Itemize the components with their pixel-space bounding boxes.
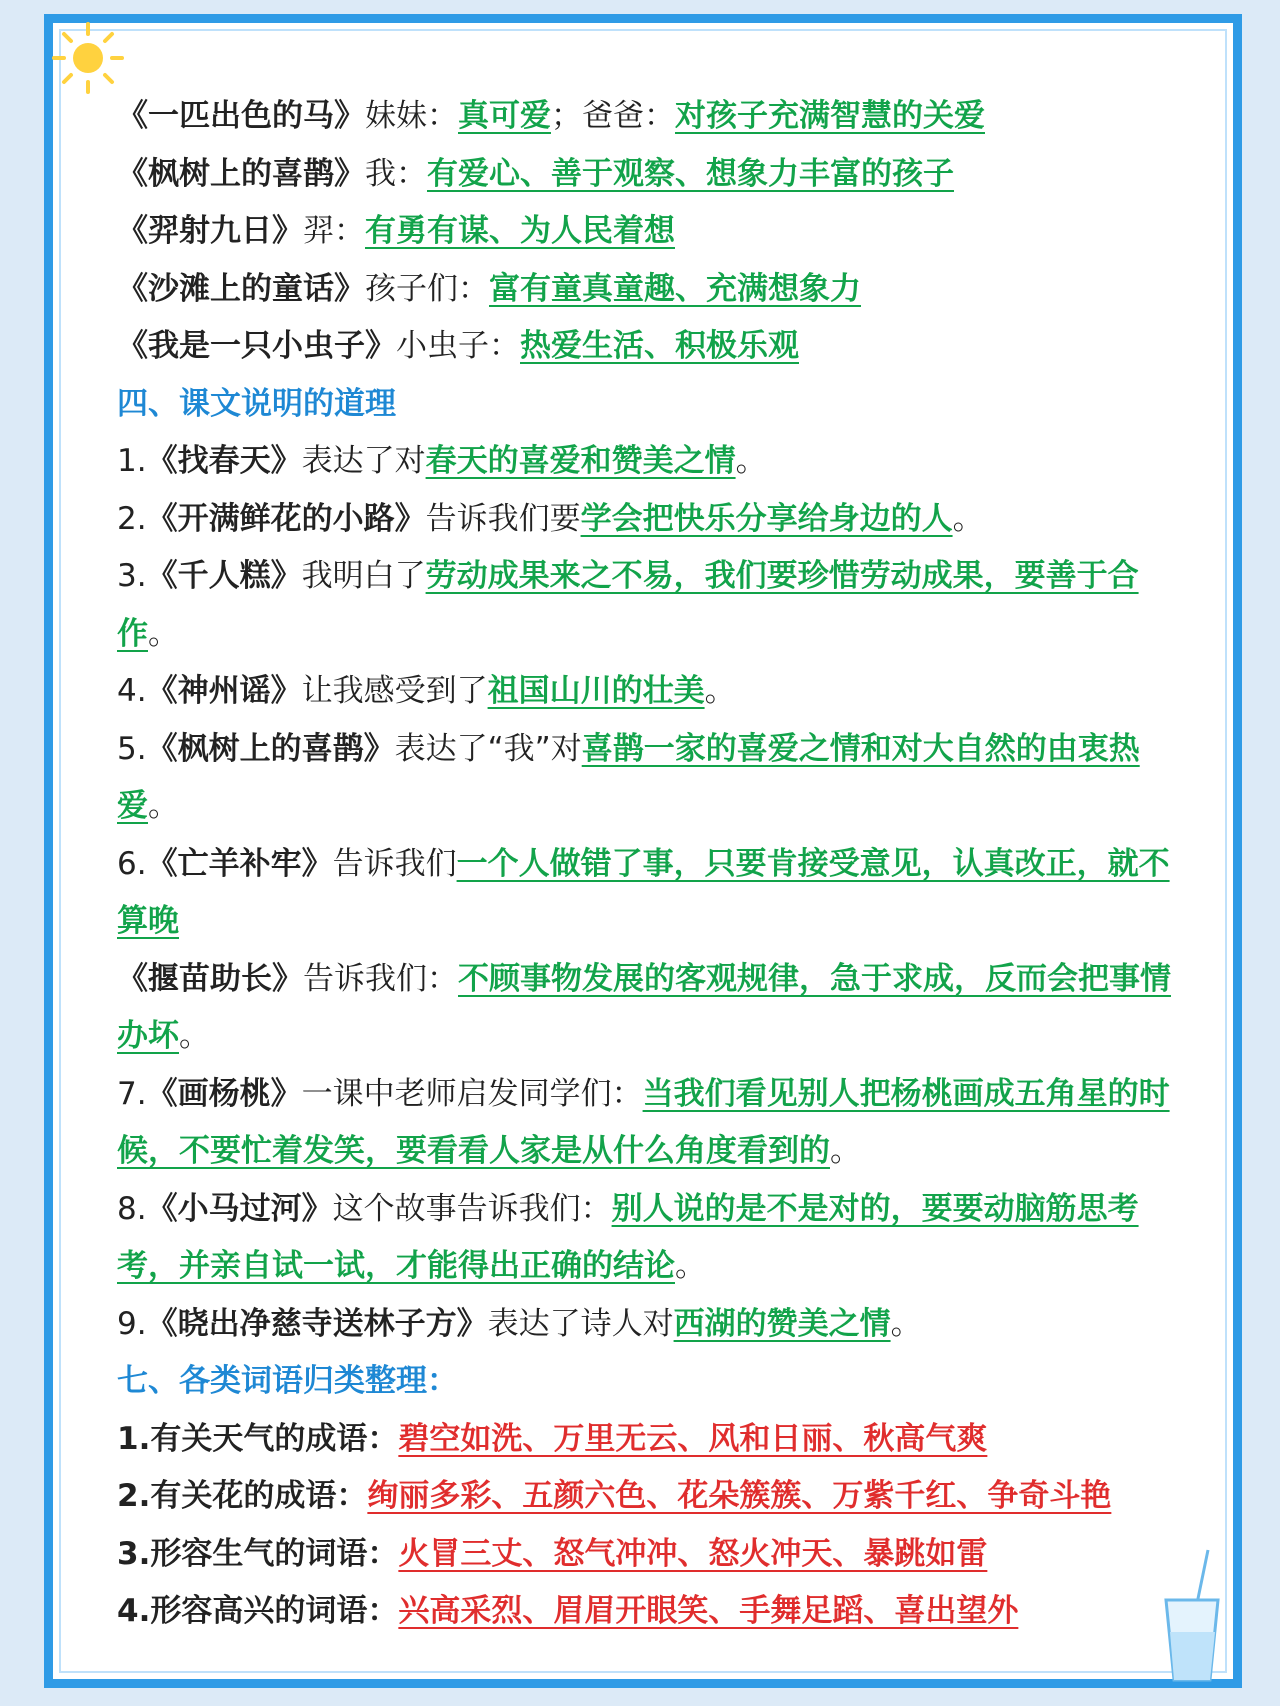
lesson-title: 《沙滩上的童话》: [117, 270, 365, 307]
answer-text: 热爱生活、积极乐观: [520, 328, 799, 364]
answer-text: 对孩子充满智慧的关爱: [675, 98, 985, 134]
answer-text: 富有童真童趣、充满想象力: [489, 270, 861, 307]
lesson-item: 6.《亡羊补牢》告诉我们一个人做错了事，只要肯接受意见，认真改正，就不算晚: [117, 845, 1170, 939]
lesson-title: 《我是一只小虫子》: [117, 328, 396, 364]
group-label: 1.有关天气的成语：: [117, 1420, 399, 1457]
character-line: 《我是一只小虫子》小虫子：热爱生活、积极乐观: [117, 328, 799, 364]
answer-text: 西湖的赞美之情: [673, 1305, 891, 1342]
answer-text: 绚丽多彩、五颜六色、花朵簇簇、万紫千红、争奇斗艳: [367, 1478, 1112, 1514]
lesson-item: 9.《晓出净慈寺送林子方》表达了诗人对西湖的赞美之情。: [117, 1305, 922, 1342]
lesson-item: 2.《开满鲜花的小路》告诉我们要学会把快乐分享给身边的人。: [117, 500, 984, 537]
lesson-item: 7.《画杨桃》一课中老师启发同学们：当我们看见别人把杨桃画成五角星的时候，不要忙着发笑，要看看人家是从什么角度看到的。: [117, 1075, 1170, 1169]
lesson-title: 《枫树上的喜鹊》: [117, 155, 365, 192]
lesson-title: 《小马过河》: [146, 1190, 333, 1227]
lesson-title: 《开满鲜花的小路》: [146, 500, 426, 537]
answer-text: 碧空如洗、万里无云、风和日丽、秋高气爽: [398, 1420, 988, 1457]
group-label: 3.形容生气的词语：: [117, 1535, 399, 1572]
answer-text: 一个人做错了事，只要肯接受意见，认真改正，就不算晚: [117, 845, 1170, 939]
word-group: [117, 1583, 1177, 1641]
answer-text: 喜鹊一家的喜爱之情和对大自然的由衷热爱: [117, 730, 1140, 824]
lesson-item: 3.《千人糕》我明白了劳动成果来之不易，我们要珍惜劳动成果，要善于合作。: [117, 558, 1139, 652]
lesson-title: 《枫树上的喜鹊》: [146, 730, 395, 767]
group-label: 4.形容高兴的词语：: [117, 1593, 399, 1629]
section-heading: 四、课文说明的道理: [117, 385, 396, 422]
answer-text: 劳动成果来之不易，我们要珍惜劳动成果，要善于合作: [117, 558, 1139, 652]
lesson-item: 4.《神州谣》让我感受到了祖国山川的壮美。: [117, 673, 736, 709]
sun-icon: [52, 18, 130, 96]
lesson-title: 《晓出净慈寺送林子方》: [146, 1305, 488, 1342]
answer-text: 有爱心、善于观察、想象力丰富的孩子: [427, 155, 954, 192]
answer-text: 不顾事物发展的客观规律，急于求成，反而会把事情办坏: [117, 960, 1171, 1054]
lesson-title: 《找春天》: [146, 443, 302, 479]
lesson-title: 《神州谣》: [146, 673, 302, 709]
lesson-title: 《羿射九日》: [117, 213, 303, 249]
answer-text: 春天的喜爱和赞美之情: [425, 443, 736, 479]
answer-text: 有勇有谋、为人民着想: [365, 213, 675, 249]
lesson-item: 8.《小马过河》这个故事告诉我们：别人说的是不是对的，要要动脑筋思考考，并亲自试一试，才能得出正确的结论。: [117, 1190, 1139, 1284]
answer-text: 真可爱: [458, 98, 551, 134]
lesson-title: 《亡羊补牢》: [146, 845, 333, 882]
group-label: 2.有关花的成语：: [117, 1478, 368, 1514]
character-line: 《羿射九日》羿：有勇有谋、为人民着想: [117, 213, 675, 249]
answer-text: 当我们看见别人把杨桃画成五角星的时候，不要忙着发笑，要看看人家是从什么角度看到的: [117, 1075, 1170, 1169]
answer-text: 别人说的是不是对的，要要动脑筋思考考，并亲自试一试，才能得出正确的结论: [117, 1190, 1139, 1284]
lesson-item: 5.《枫树上的喜鹊》表达了“我”对喜鹊一家的喜爱之情和对大自然的由衷热爱。: [117, 730, 1140, 824]
character-line: 《枫树上的喜鹊》我：有爱心、善于观察、想象力丰富的孩子: [117, 155, 954, 192]
character-line: 《一匹出色的马》妹妹：真可爱；爸爸：对孩子充满智慧的关爱: [117, 98, 985, 134]
answer-text: 火冒三丈、怒气冲冲、怒火冲天、暴跳如雷: [398, 1535, 988, 1572]
word-group: [117, 1526, 1177, 1584]
answer-text: 兴高采烈、眉眉开眼笑、手舞足蹈、喜出望外: [398, 1593, 1019, 1629]
content: [117, 88, 1177, 1641]
lesson-title: 《画杨桃》: [146, 1075, 302, 1112]
lesson-title: 《一匹出色的马》: [117, 98, 365, 134]
lesson-title: 《揠苗助长》: [117, 960, 303, 997]
lesson-item: 《揠苗助长》告诉我们：不顾事物发展的客观规律，急于求成，反而会把事情办坏。: [117, 960, 1171, 1054]
section-heading: 七、各类词语归类整理：: [117, 1363, 458, 1399]
answer-text: 学会把快乐分享给身边的人: [580, 500, 953, 537]
answer-text: 祖国山川的壮美: [487, 673, 705, 709]
lesson-title: 《千人糕》: [146, 558, 302, 594]
word-group: [117, 1468, 1177, 1526]
character-line: 《沙滩上的童话》孩子们：富有童真童趣、充满想象力: [117, 270, 861, 307]
lesson-item: 1.《找春天》表达了对春天的喜爱和赞美之情。: [117, 443, 767, 479]
word-group: [117, 1411, 1177, 1469]
